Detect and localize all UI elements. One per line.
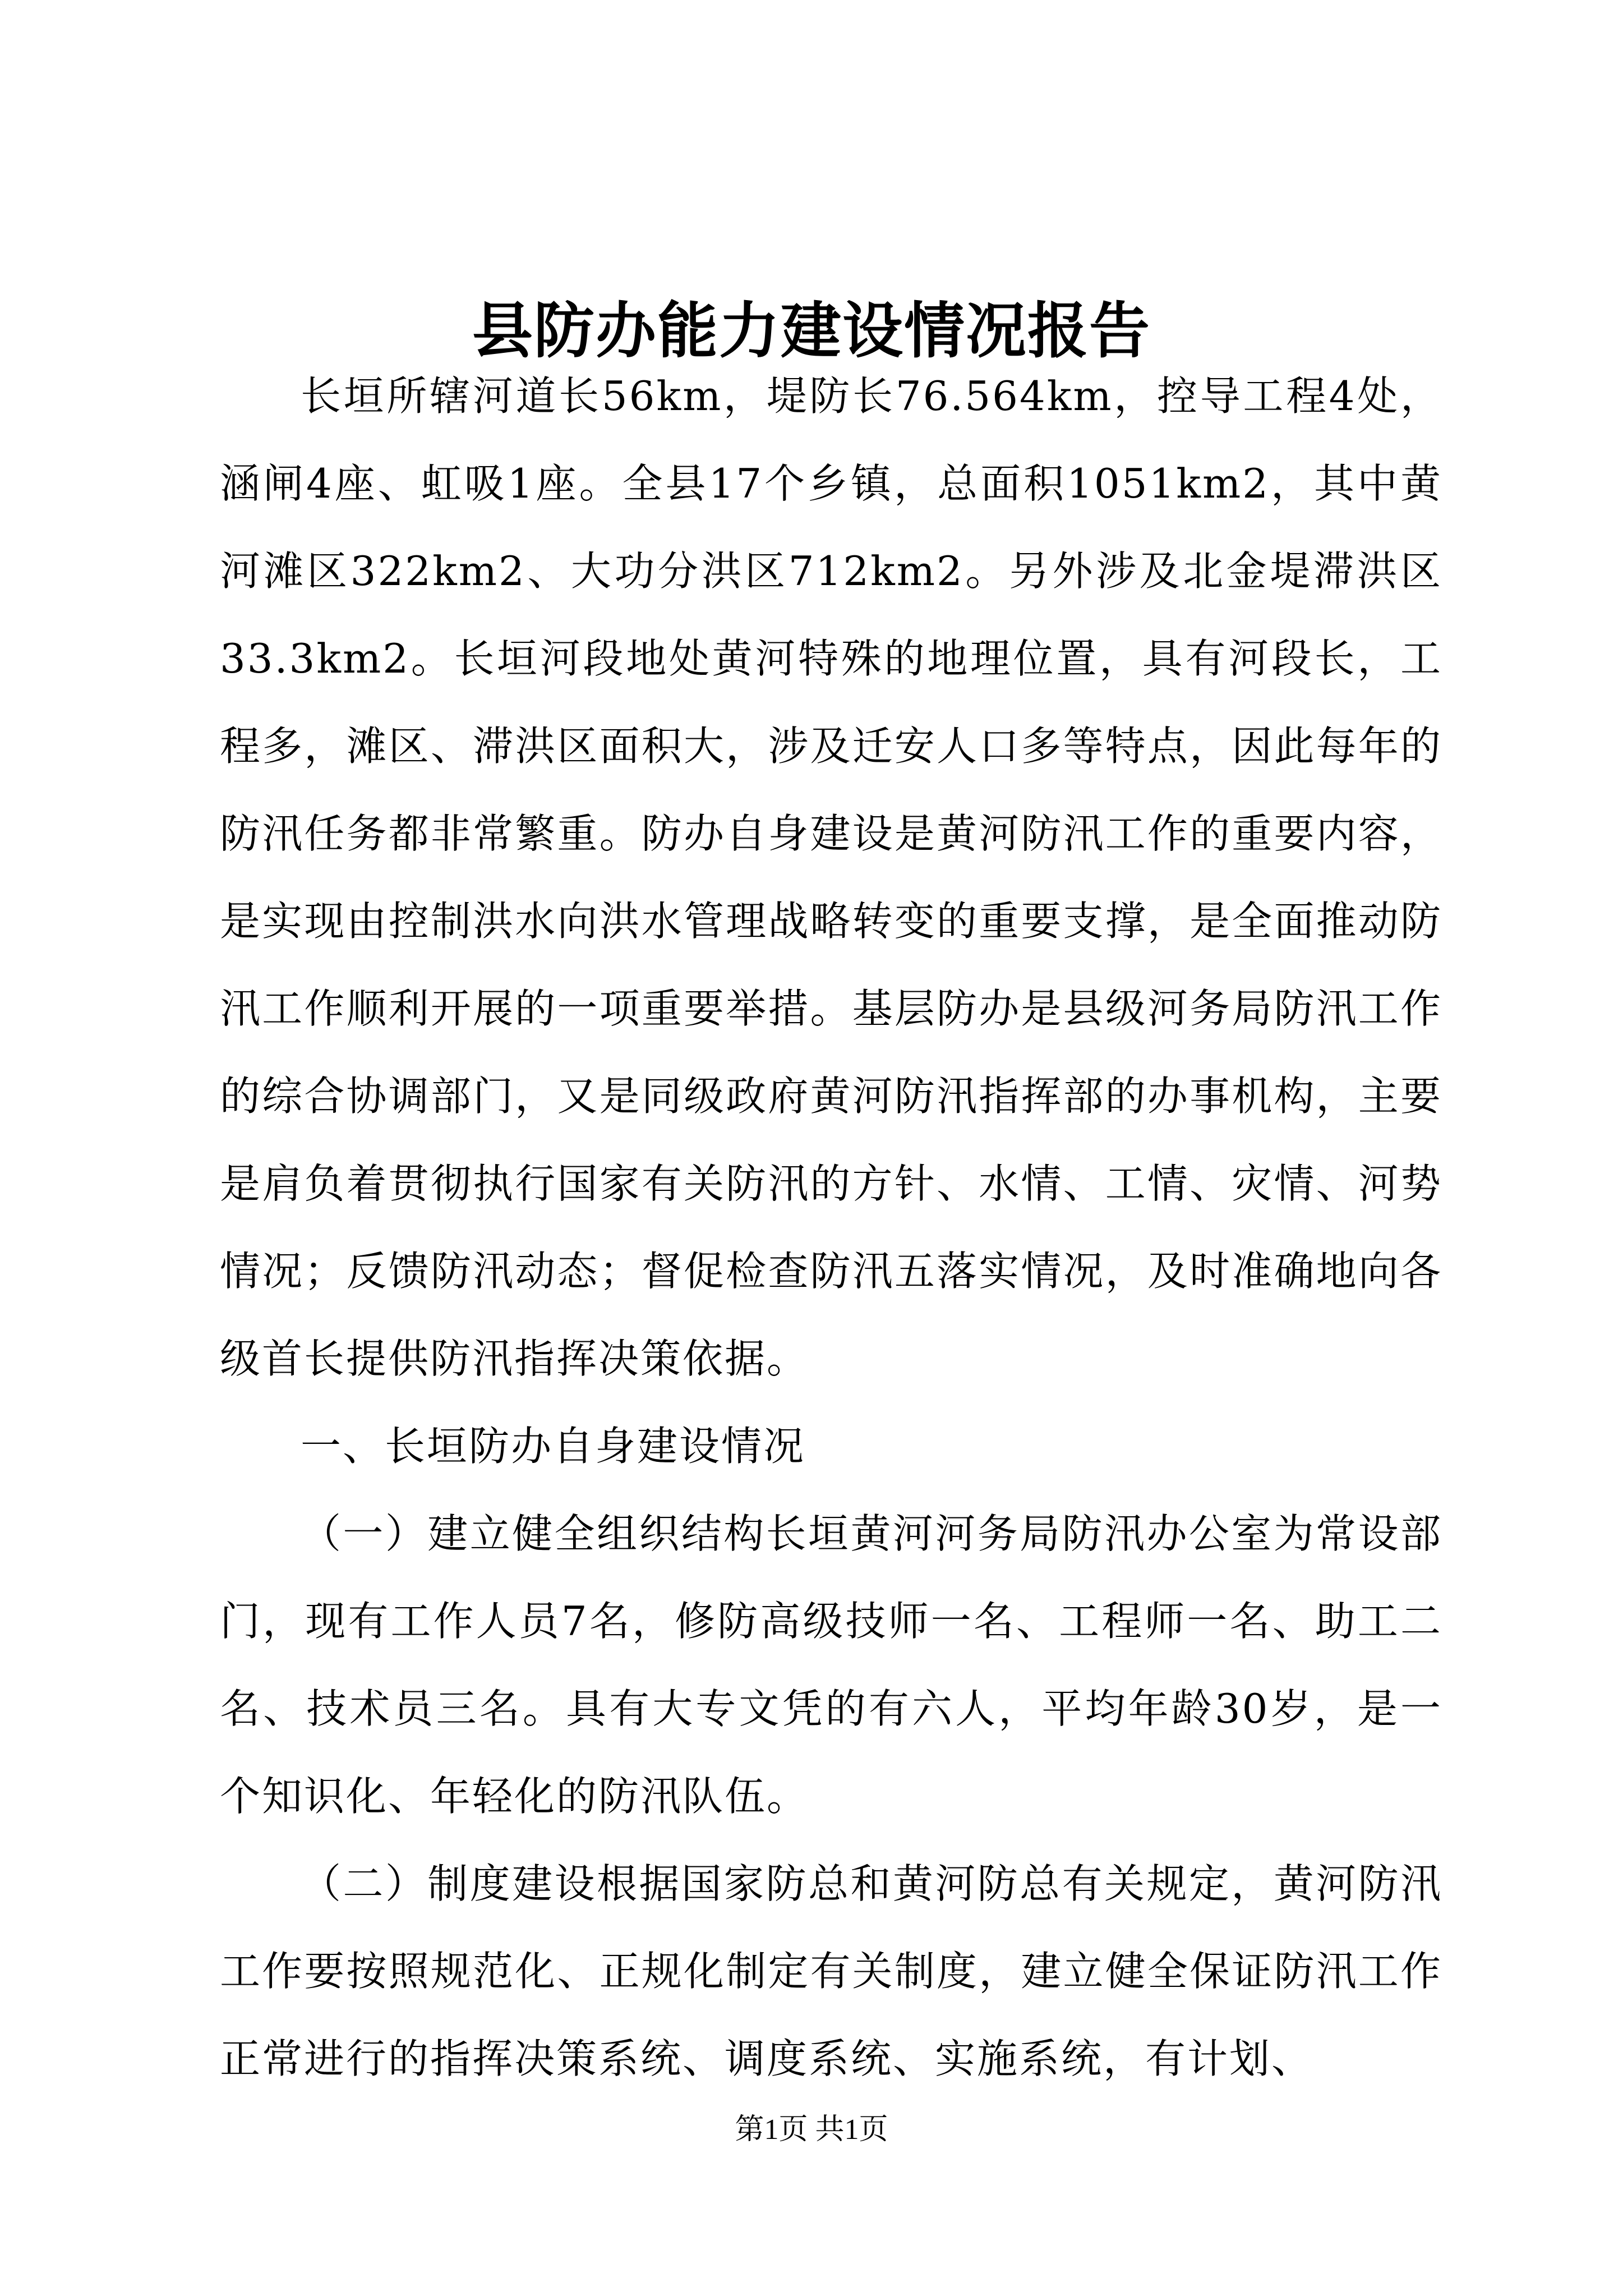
document-body <box>220 352 1442 2102</box>
section-heading-1: 一、长垣防办自身建设情况 <box>301 1423 806 1470</box>
paragraph-intro: 长垣所辖河道长56km，堤防长76.564km，控导工程4处，涵闸4座、虹吸1座。全县17个乡镇，总面积1051km2，其中黄河滩区322km2、大功分洪区712km2。另外涉及北金堤滞洪区33.3km2。长垣河段地处黄河特殊的地理位置，具有河段长，工程多，滩区、滞洪区面积大，涉及迁安人口多等特点，因此每年的防汛任务都非常繁重。防办自身建设是黄河防汛工作的重要内容，是实现由控制洪水向洪水管理战略转变的重要支撑，是全面推动防汛工作顺利开展的一项重要举措。基层防办是县级河务局防汛工作的综合协调部门，又是同级政府黄河防汛指挥部的办事机构，主要是肩负着贯彻执行国家有关防汛的方针、水情、工情、灾情、河势情况；反馈防汛动态；督促检查防汛五落实情况，及时准确地向各级首长提供防汛指挥决策依据。 <box>220 372 1442 1382</box>
document-title: 县防办能力建设情况报告 <box>472 296 1151 366</box>
paragraph-organization: （一）建立健全组织结构长垣黄河河务局防汛办公室为常设部门，现有工作人员7名，修防高级技师一名、工程师一名、助工二名、技术员三名。具有大专文凭的有六人，平均年龄30岁，是一个知识化、年轻化的防汛队伍。 <box>220 1510 1442 1820</box>
paragraph-system-building: （二）制度建设根据国家防总和黄河防总有关规定，黄河防汛工作要按照规范化、正规化制定有关制度，建立健全保证防汛工作正常进行的指挥决策系统、调度系统、实施系统，有计划、 <box>220 1860 1442 2082</box>
page-number-footer: 第1页 共1页 <box>735 2114 888 2146</box>
